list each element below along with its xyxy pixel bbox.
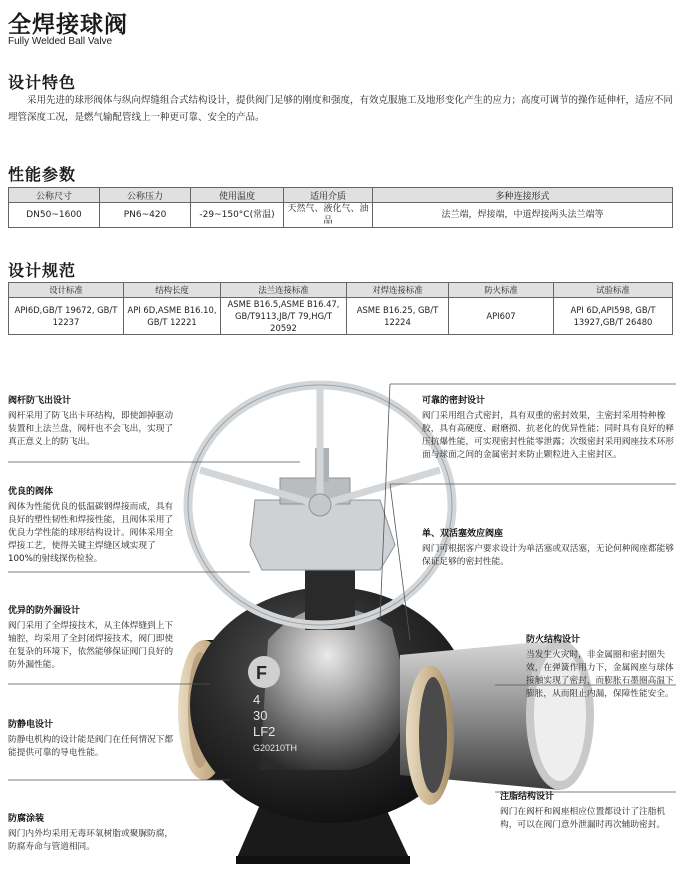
table-header-cell: 公称尺寸 (9, 188, 100, 203)
annotation-text: 防静电机构的设计能是阀门在任何情况下都能提供可靠的导电性能。 (8, 735, 174, 758)
table-header-cell: 结构长度 (124, 283, 221, 298)
annotation-title: 可靠的密封设计 (422, 396, 486, 406)
table-header-cell: 法兰连接标准 (221, 283, 347, 298)
annotation-text: 阀门采用组合式密封，具有双重的密封效果，主密封采用特种橡胶，具有高硬度、耐磨损、抗老化的优异性能；同时具有良好的释压抗爆性能，可实现密封性能零泄露；次级密封采用阀座技术环形面与球面之间的金属密封来防止颗粒进入主密封区。 (422, 411, 674, 460)
table-cell: API 6D,API598, GB/T 13927,GB/T 26480 (554, 298, 673, 335)
annotation-title: 单、双活塞效应阀座 (422, 529, 504, 539)
table-header-cell: 使用温度 (191, 188, 284, 203)
annotation-text: 阀杆采用了防飞出卡环结构，即使卸掉驱动装置和上法兰盘，阀杆也不会飞出，实现了真正意义上的防飞出。 (8, 411, 174, 447)
annotation-title: 优异的防外漏设计 (8, 606, 81, 616)
performance-heading: 性能参数 (8, 165, 77, 184)
table-cell: ASME B16.25, GB/T 12224 (347, 298, 449, 335)
annotation-text: 阀门内外均采用无毒环氧树脂或聚脲防腐，防腐寿命与管道相同。 (8, 829, 174, 852)
table-header-cell: 适用介质 (284, 188, 373, 203)
annotation-seal (422, 395, 674, 462)
table-header-cell: 试验标准 (554, 283, 673, 298)
annotation-grease (500, 791, 676, 832)
page-title: 全焊接球阀 (8, 12, 128, 38)
table-header-cell: 设计标准 (9, 283, 124, 298)
annotation-title: 防火结构设计 (526, 635, 581, 645)
annotation-title: 优良的阀体 (8, 487, 54, 497)
marking-line: 30 (253, 708, 268, 723)
table-cell: -29~150°C(常温) (191, 203, 284, 228)
table-header-cell: 多种连接形式 (373, 188, 673, 203)
annotation-text: 阀门采用了全焊接技术，从主体焊缝到上下轴腔，均采用了全封闭焊接技术，阀门即使在复杂的环境下，依然能够保证阀门良好的防外漏性能。 (8, 621, 174, 670)
annotation-title: 注脂结构设计 (500, 792, 555, 802)
annotation-title: 防静电设计 (8, 720, 54, 730)
annotation-text: 阀门可根据客户要求设计为单活塞或双活塞，无论何种阀座都能够保证足够的密封性能。 (422, 544, 674, 567)
standards-heading: 设计规范 (8, 261, 77, 280)
marking-line: LF2 (253, 724, 276, 739)
annotation-stem (8, 395, 180, 449)
table-cell: 法兰端，焊接端，中道焊接两头法兰端等 (373, 203, 673, 228)
table-header-cell: 公称压力 (100, 188, 191, 203)
table-cell: API6D,GB/T 19672, GB/T 12237 (9, 298, 124, 335)
table-cell: 天然气、液化气、油品 (284, 203, 373, 228)
marking-line: 4 (253, 692, 261, 707)
annotation-title: 防腐涂装 (8, 814, 45, 824)
table-header-cell: 对焊连接标准 (347, 283, 449, 298)
table-cell: DN50~1600 (9, 203, 100, 228)
table-cell: ASME B16.5,ASME B16.47, GB/T9113,JB/T 79,HG/T 20592 (221, 298, 347, 335)
annotation-corrosion (8, 813, 180, 854)
table-cell: API 6D,ASME B16.10, GB/T 12221 (124, 298, 221, 335)
table-cell: API607 (449, 298, 554, 335)
annotation-fire (526, 634, 676, 701)
table-cell: PN6~420 (100, 203, 191, 228)
features-heading: 设计特色 (8, 73, 77, 92)
annotation-text: 阀门在阀杆和阀座相应位置都设计了注脂机构，可以在阀门意外泄漏时再次辅助密封。 (500, 807, 666, 830)
svg-text:F: F (256, 663, 267, 683)
table-header-cell: 防火标准 (449, 283, 554, 298)
marking-line: G20210TH (253, 743, 298, 753)
page-subtitle: Fully Welded Ball Valve (8, 36, 113, 47)
annotation-body (8, 486, 180, 566)
annotation-text: 当发生火灾时，非金属圈和密封圈失效，在弹簧作用力下，金属阀座与球体接触实现了密封，而膨胀石墨圈高温下膨胀，从而阻止内漏，保障性能安全。 (526, 650, 674, 699)
annotation-leak (8, 605, 180, 672)
annotation-static (8, 719, 180, 760)
annotation-title: 阀杆防飞出设计 (8, 396, 72, 406)
annotation-text: 阀体为性能优良的低温碳钢焊接而成，具有良好的塑性韧性和焊接性能，且阀体采用了优良力学性能的球形结构设计。阀体采用全焊接工艺，使得关键主焊缝区域实现了100%的射线探伤检验。 (8, 502, 174, 564)
annotation-seat (422, 528, 674, 569)
features-text: 采用先进的球形阀体与纵向焊缝组合式结构设计，提供阀门足够的刚度和强度，有效克服施工及地形变化产生的应力；高度可调节的操作延伸杆，适应不同埋管深度工况，是燃气输配管线上一种更可靠、安全的产品。 (8, 95, 674, 123)
